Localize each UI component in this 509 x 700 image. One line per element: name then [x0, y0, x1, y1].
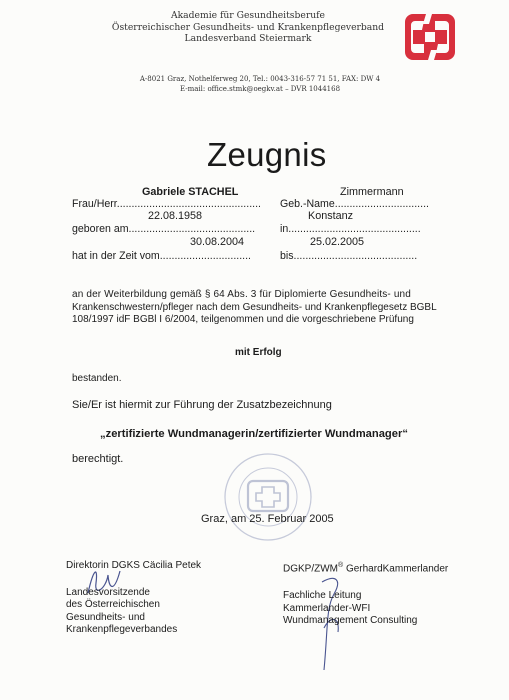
- header-line-1: Akademie für Gesundheitsberufe: [170, 10, 325, 21]
- right-signatory-role-1: Fachliche Leitung: [283, 589, 362, 601]
- training-line-2: Krankenschwestern/pfleger nach dem Gesundheits- und Krankenpflegesetz BGBL: [72, 301, 437, 313]
- header-line-3: Landesverband Steiermark: [184, 33, 312, 45]
- period-to-line: bis..........................................: [280, 250, 418, 262]
- training-line-3: 108/1997 idF BGBl I 6/2004, teilgenommen und die vorgeschriebene Prüfung: [72, 314, 414, 326]
- left-signatory: [66, 560, 201, 637]
- entitled-text: berechtigt.: [72, 453, 124, 465]
- left-signatory-name: Direktorin DGKS Cäcilia Petek: [66, 560, 202, 571]
- left-signatory-role-2: des Österreichischen: [66, 599, 160, 611]
- birth-date-value: 22.08.1958: [148, 210, 203, 222]
- red-cross-plus-logo-icon: [404, 13, 456, 61]
- birth-date-line: geboren am...........................................: [72, 223, 256, 235]
- registered-mark: ®: [338, 562, 344, 569]
- from-date-value: 30.08.2004: [190, 236, 245, 248]
- contact-email: E-mail: office.stmk@oegkv.at – DVR 1044168: [179, 85, 341, 93]
- designation-intro: Sie/Er ist hiermit zur Führung der Zusatzbezeichnung: [72, 399, 332, 411]
- in-label: in: [280, 223, 289, 235]
- organization-header: [100, 10, 396, 45]
- training-line-1: an der Weiterbildung gemäß § 64 Abs. 3 für Diplomierte Gesundheits- und: [72, 289, 411, 300]
- designation-title: „zertifizierte Wundmanagerin/zertifizierter Wundmanager“: [100, 428, 408, 440]
- document-title: Zeugnis: [207, 136, 327, 173]
- period-from-line: hat in der Zeit vom...............................: [72, 250, 251, 262]
- right-signatory-name: [283, 560, 448, 576]
- right-signatory-title: DGKP/ZWM: [283, 563, 338, 575]
- left-signatory-role-1: Landesvorsitzende: [66, 586, 150, 598]
- geb-name-line: Geb.-Name................................: [280, 198, 429, 210]
- bis-label: bis: [280, 250, 294, 262]
- passed-text: bestanden.: [72, 373, 122, 384]
- right-signatory-role-3: Wundmanagement Consulting: [283, 615, 418, 627]
- birth-place-value: Konstanz: [308, 210, 354, 222]
- right-signatory: [283, 560, 448, 628]
- place-date: Graz, am 25. Februar 2005: [201, 513, 334, 525]
- training-paragraph: [72, 289, 437, 327]
- period-label: hat in der Zeit vom: [72, 250, 160, 262]
- left-signatory-role-3: Gesundheits- und: [66, 611, 145, 623]
- right-signatory-fullname: GerhardKammerlander: [343, 563, 449, 575]
- header-line-2: Österreichischer Gesundheits- und Krankenpflegeverband: [111, 21, 385, 33]
- geb-name-label: Geb.-Name: [280, 198, 335, 210]
- geboren-label: geboren am: [72, 223, 129, 235]
- official-stamp-icon: [222, 451, 314, 543]
- name-label: Frau/Herr: [72, 198, 117, 210]
- right-signatory-role-2: Kammerlander-WFI: [283, 602, 371, 614]
- result-text: mit Erfolg: [235, 347, 282, 358]
- left-signatory-role-4: Krankenpflegeverbandes: [66, 624, 178, 636]
- geb-name-value: Zimmermann: [340, 186, 404, 198]
- name-line: Frau/Herr.................................................: [72, 198, 261, 210]
- birth-place-line: in.............................................: [280, 223, 421, 235]
- to-date-value: 25.02.2005: [310, 236, 365, 248]
- contact-info: [110, 74, 410, 94]
- name-value: Gabriele STACHEL: [142, 186, 239, 198]
- contact-address: A-8021 Graz, Nothelferweg 20, Tel.: 0043-316-57 71 51, FAX: DW 4: [139, 75, 381, 83]
